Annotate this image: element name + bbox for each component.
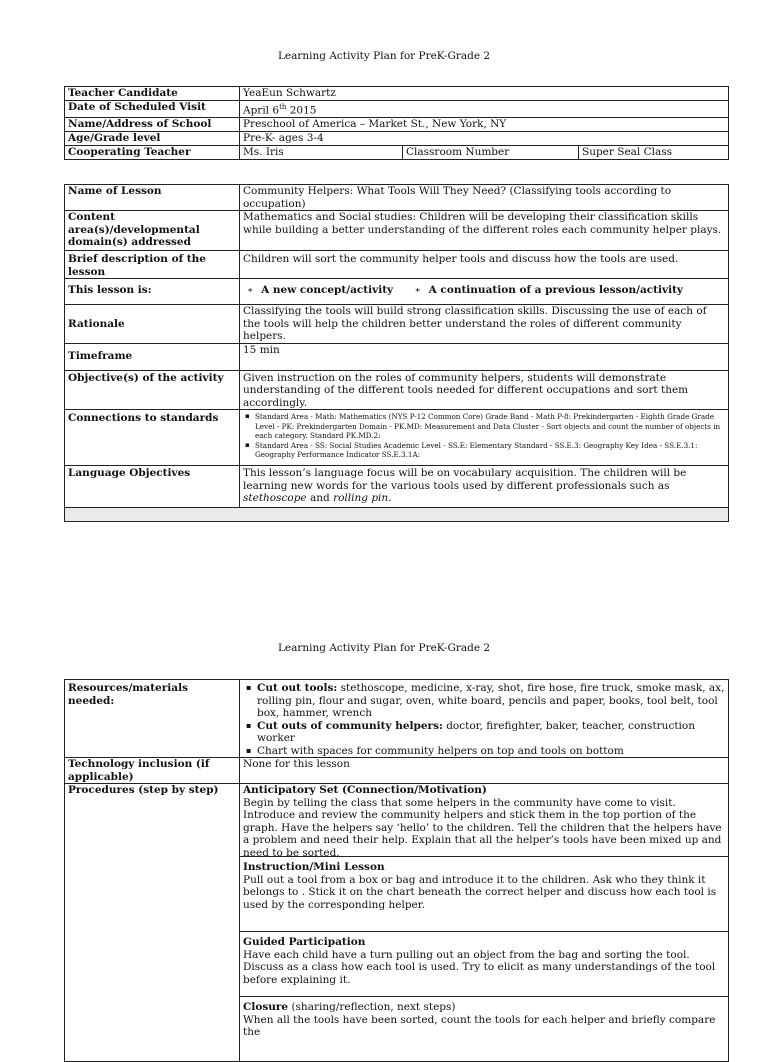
option-continuation: A continuation of a previous lesson/activity	[428, 284, 684, 296]
school-value: Preschool of America – Market St., New York, NY	[240, 118, 729, 132]
date-label: Date of Scheduled Visit	[65, 101, 240, 118]
teacher-candidate-value: YeaEun Schwartz	[240, 87, 729, 101]
rationale-value: Classifying the tools will build strong classification skills. Discussing the use of each of the tools will help the children better understand the roles of different community helpers.	[240, 305, 729, 344]
content-area-value: Mathematics and Social studies: Children will be developing their classification skills while building a better understanding of the different roles each community helper plays.	[240, 211, 729, 251]
lesson-type-options	[240, 279, 729, 305]
resource-item: ▪ Chart with spaces for community helpers on top and tools on bottom	[243, 745, 725, 758]
resource-item: ▪ Cut outs of community helpers: doctor, firefighter, baker, teacher, construction worker	[243, 720, 725, 745]
lesson-table	[64, 184, 729, 522]
lesson-name-label: Name of Lesson	[65, 185, 240, 211]
page-title: Learning Activity Plan for PreK-Grade 2	[277, 642, 491, 654]
standard-item: ▪ Standard Area - SS: Social Studies Academic Level - SS.E: Elementary Standard - SS.E.3: Geography Key Idea - SS.E.3.1: Geography Performance Indicator SS.E.3.1A:	[243, 441, 725, 460]
school-label: Name/Address of School	[65, 118, 240, 132]
asterisk-icon: ∗	[414, 286, 421, 296]
procedure-step: Guided Participation Have each child have a turn pulling out an object from the bag and sorting the tool. Discuss as a class how each tool is used. Try to elicit as many understandings of the tool before explaining it.	[240, 932, 728, 997]
standard-item: ▪ Standard Area - Math: Mathematics (NYS P-12 Common Core) Grade Band - Math P-8: Prekindergarten - Eighth Grade Grade Level - PK: Prekindergarten Domain - PK.MD: Measurement and Data Cluster - Sort objects and count the number of objects in each category. Standard PK.MD.2:	[243, 412, 725, 441]
rationale-label: Rationale	[65, 305, 240, 344]
standards-value	[240, 410, 729, 466]
page-title: Learning Activity Plan for PreK-Grade 2	[277, 50, 491, 62]
procedure-step: Instruction/Mini Lesson Pull out a tool from a box or bag and introduce it to the children. Ask who they think it belongs to . Stick it on the chart beneath the correct helper and discuss how each tool is used by the corresponding helper.	[240, 857, 728, 932]
coop-teacher-label: Cooperating Teacher	[65, 146, 240, 160]
procedures-label: Procedures (step by step)	[65, 784, 240, 1062]
classroom-value: Super Seal Class	[579, 146, 729, 160]
objective-label: Objective(s) of the activity	[65, 370, 240, 410]
procedure-step: Anticipatory Set (Connection/Motivation) Begin by telling the class that some helpers in the community have come to visit. Introduce and review the community helpers and stick them in the top portion of the graph. Have the helpers say ‘hello’ to the children. Tell the children that the helpers have a problem and need their help. Explain that all the helper’s tools have been mixed up and need to be sorted.	[240, 784, 728, 857]
classroom-label: Classroom Number	[403, 146, 579, 160]
this-lesson-label: This lesson is:	[65, 279, 240, 305]
age-label: Age/Grade level	[65, 132, 240, 146]
procedures-value	[240, 784, 729, 1062]
resources-value	[240, 680, 729, 758]
technology-label: Technology inclusion (if applicable)	[65, 758, 240, 784]
teacher-candidate-label: Teacher Candidate	[65, 87, 240, 101]
language-objectives-label: Language Objectives	[65, 466, 240, 508]
coop-teacher-value: Ms. Iris	[240, 146, 403, 160]
brief-description-label: Brief description of the lesson	[65, 251, 240, 279]
resource-item: ▪ Cut out tools: stethoscope, medicine, x-ray, shot, fire hose, fire truck, smoke mask, ax, rolling pin, flour and sugar, oven, white board, pencils and paper, books, tool belt, tool box, hammer, wrench	[243, 682, 725, 720]
language-objectives-value: This lesson’s language focus will be on vocabulary acquisition. The children will be learning new words for the various tools used by different professionals such as stethoscope and rolling pin.	[240, 466, 729, 508]
age-value: Pre-K- ages 3-4	[240, 132, 729, 146]
content-area-label: Content area(s)/developmental domain(s) addressed	[65, 211, 240, 251]
option-new-concept: A new concept/activity	[261, 284, 394, 296]
objective-value: Given instruction on the roles of community helpers, students will demonstrate understanding of the different tools needed for different occupations and sort them accordingly.	[240, 370, 729, 410]
shaded-footer-row	[65, 508, 729, 522]
timeframe-label: Timeframe	[65, 343, 240, 370]
lesson-name-value: Community Helpers: What Tools Will They Need? (Classifying tools according to occupation)	[240, 185, 729, 211]
standards-label: Connections to standards	[65, 410, 240, 466]
visit-info-table	[64, 86, 729, 160]
resources-procedures-table	[64, 679, 729, 1062]
procedure-step: Closure (sharing/reflection, next steps) When all the tools have been sorted, count the tools for each helper and briefly compare the	[243, 1001, 716, 1038]
timeframe-value: 15 min	[240, 343, 729, 370]
technology-value: None for this lesson	[240, 758, 729, 784]
asterisk-icon: ∗	[247, 286, 254, 296]
date-value: April 6th 2015	[240, 101, 729, 118]
brief-description-value: Children will sort the community helper tools and discuss how the tools are used.	[240, 251, 729, 279]
resources-label: Resources/materials needed:	[65, 680, 240, 758]
